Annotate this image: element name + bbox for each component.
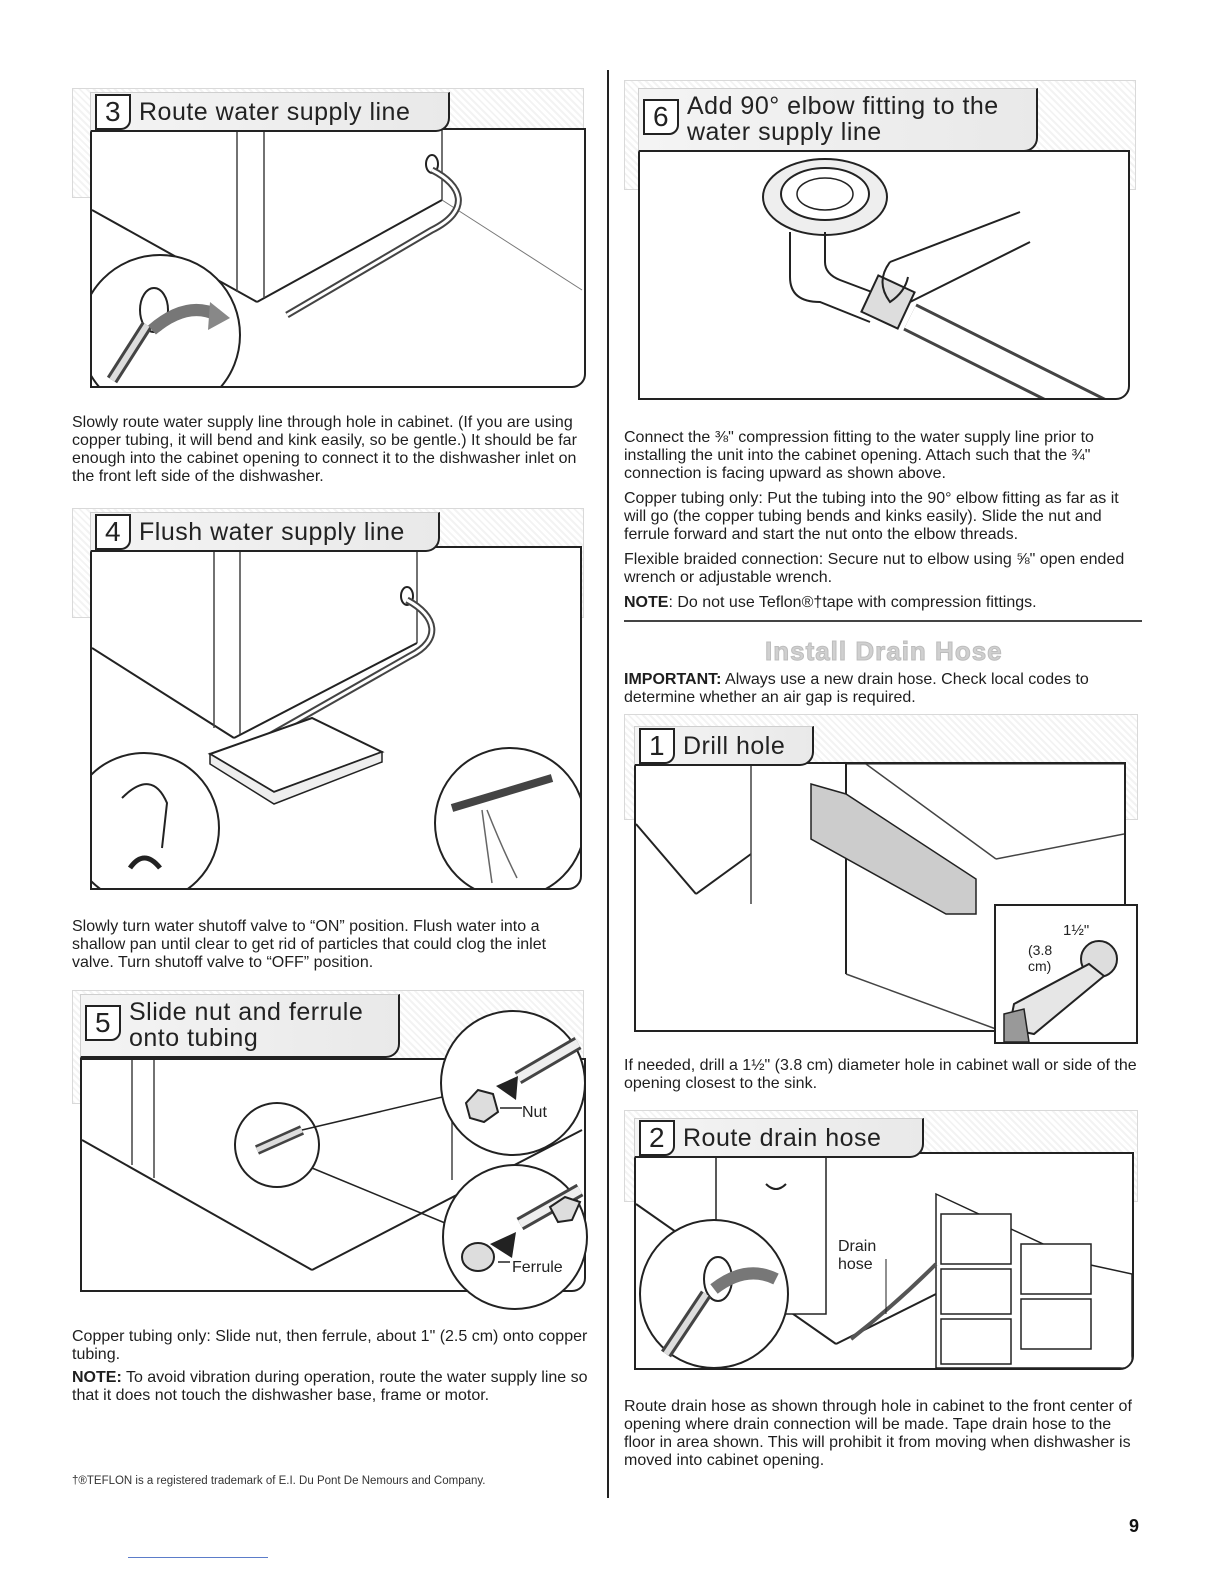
step-6-note	[624, 594, 1140, 612]
note-label: NOTE:	[72, 1369, 122, 1386]
nut-detail-circle	[438, 1008, 588, 1158]
step-title: Drill hole	[683, 731, 786, 760]
drain-step-1-instructions: If needed, drill a 1½" (3.8 cm) diameter hole in cabinet wall or side of the opening closest to the sink.	[624, 1057, 1137, 1092]
step-number: 1	[639, 728, 675, 764]
dimension-label-cm: (3.8 cm)	[1028, 942, 1053, 974]
step-4-illustration	[90, 546, 582, 890]
drain-step-1-title-tab	[634, 726, 814, 766]
route-drain-hose-illustration	[636, 1154, 1132, 1368]
step-6-illustration	[638, 150, 1130, 400]
step-title: Route drain hose	[683, 1123, 882, 1152]
step-5-title-tab	[80, 994, 400, 1058]
step-6-paragraph-3: Flexible braided connection: Secure nut to elbow using ⅝" open ended wrench or adjustable wrench.	[624, 551, 1125, 586]
step-6-title-tab	[638, 88, 1038, 152]
step-title: Flush water supply line	[139, 517, 405, 546]
drain-step-2-title-tab	[634, 1118, 924, 1158]
note-text: : Do not use Teflon®†tape with compression fittings.	[668, 594, 1037, 611]
ferrule-label: Ferrule	[512, 1259, 563, 1276]
step-title	[687, 89, 999, 145]
important-note	[624, 671, 1142, 707]
section-rule	[624, 620, 1142, 622]
step-title	[129, 995, 363, 1051]
step-5-instructions: Copper tubing only: Slide nut, then ferrule, about 1" (2.5 cm) onto copper tubing.	[72, 1328, 588, 1363]
step-3-instructions: Slowly route water supply line through hole in cabinet. (If you are using copper tubing, it will bend and kink easily, so be gentle.) It should be far enough into the cabinet opening to connect it to the dishwasher inlet on the front left side of the dishwasher.	[72, 414, 577, 485]
note-label: NOTE	[624, 594, 669, 611]
drain-step-2-instructions: Route drain hose as shown through hole in cabinet to the front center of opening where drain connection will be made. Tape drain hose to the floor in area shown. This will prohibit it from moving when dishwasher is moved into cabinet opening.	[624, 1398, 1132, 1469]
step-number: 6	[643, 99, 679, 135]
step-number: 4	[95, 514, 131, 550]
step-3-title-tab	[90, 92, 450, 132]
page-number: 9	[1129, 1516, 1140, 1536]
teflon-footnote: †®TEFLON is a registered trademark of E.I. Du Pont De Nemours and Company.	[72, 1475, 486, 1487]
important-label: IMPORTANT:	[624, 671, 722, 688]
note-text: To avoid vibration during operation, route the water supply line so that it does not touch the dishwasher base, frame or motor.	[72, 1369, 588, 1404]
step-6-paragraph-2: Copper tubing only: Put the tubing into the 90° elbow fitting as far as it will go (the copper tubing bends and kinks easily). Slide the nut and ferrule forward and start the nut onto the elbow threads.	[624, 490, 1119, 543]
drain-hose-label: Drain hose	[838, 1238, 877, 1273]
step-title: Route water supply line	[139, 97, 411, 126]
section-title-install-drain-hose: Install Drain Hose	[765, 636, 1003, 666]
cabinet-illustration	[92, 130, 584, 386]
blue-underline-mark	[128, 1557, 268, 1558]
drain-step-2-illustration	[634, 1152, 1134, 1370]
step-4-title-tab	[90, 512, 440, 552]
step-title-line-2: water supply line	[687, 118, 882, 146]
step-3-illustration	[90, 128, 586, 388]
important-text: Always use a new drain hose. Check local codes to determine whether an air gap is required.	[624, 671, 1089, 706]
step-5-note	[72, 1369, 588, 1405]
column-divider	[607, 70, 609, 1498]
step-number: 3	[95, 94, 131, 130]
step-6-paragraph-1: Connect the ⅜" compression fitting to the water supply line prior to installing the unit into the cabinet opening. Attach such that the ¾" connection is facing upward as shown above.	[624, 429, 1094, 482]
elbow-fitting-illustration	[640, 152, 1128, 398]
nut-label: Nut	[522, 1104, 547, 1121]
step-title-line-1: Slide nut and ferrule	[129, 998, 364, 1026]
step-number: 2	[639, 1120, 675, 1156]
flush-illustration	[92, 548, 580, 888]
step-number: 5	[85, 1005, 121, 1041]
dimension-label-inches: 1½"	[1063, 922, 1090, 939]
step-4-instructions: Slowly turn water shutoff valve to “ON” position. Flush water into a shallow pan until clear to get rid of particles that could clog the inlet valve. Turn shutoff valve to “OFF” position.	[72, 918, 547, 971]
step-title-line-1: Add 90° elbow fitting to the	[687, 92, 999, 120]
ferrule-detail-circle	[440, 1162, 590, 1312]
step-title-line-2: onto tubing	[129, 1024, 259, 1052]
